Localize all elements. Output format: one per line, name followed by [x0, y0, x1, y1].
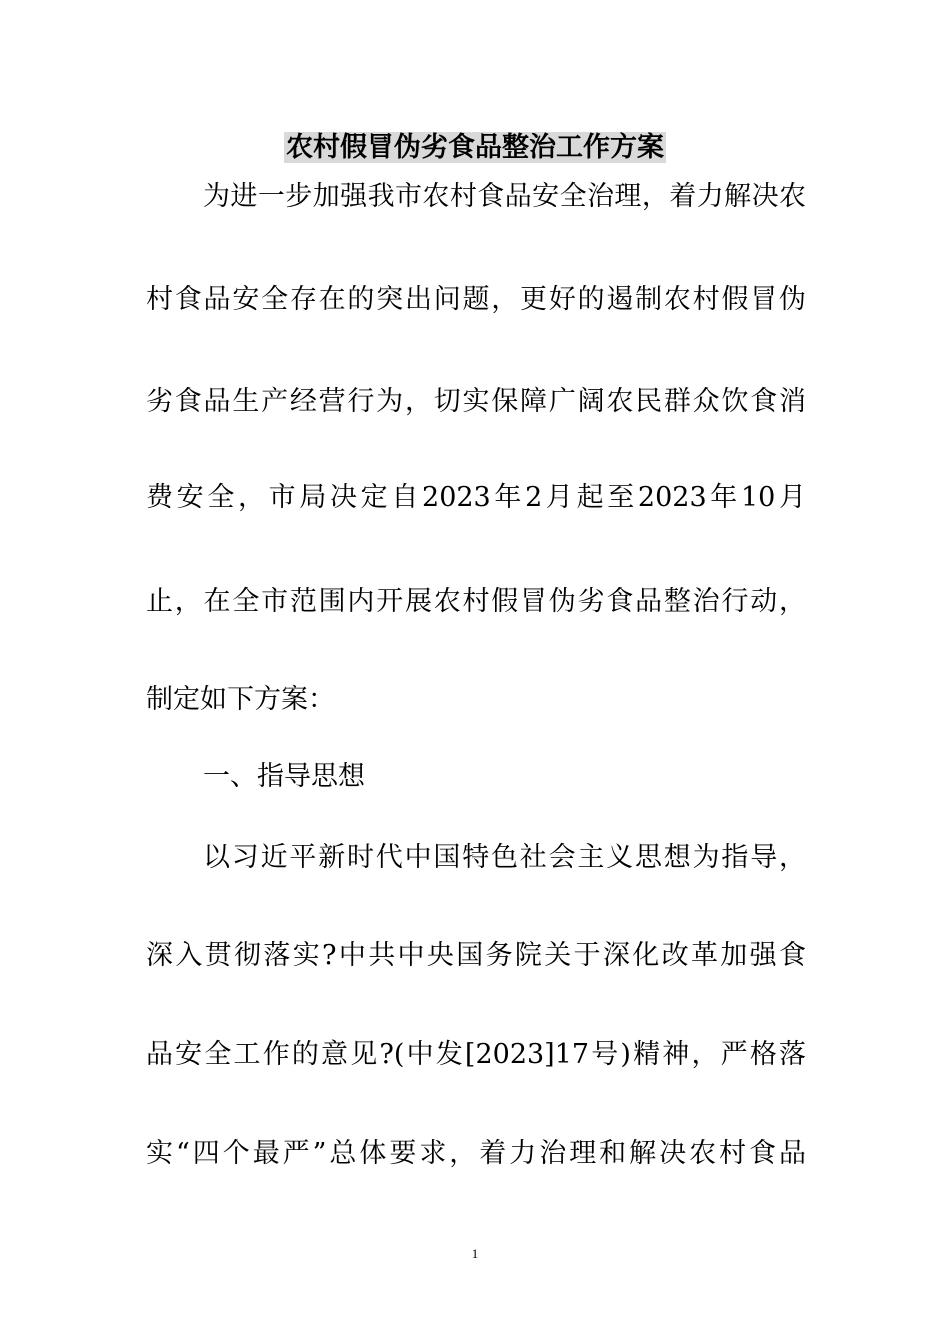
paragraph-line: 为进一步加强我市农村食品安全治理，着力解决农: [203, 181, 806, 212]
section-heading: 一、指导思想: [203, 761, 365, 792]
paragraph-line: 劣食品生产经营行为，切实保障广阔农民群众饮食消: [146, 386, 806, 417]
paragraph-line: 实“四个最严”总体要求，着力治理和解决农村食品: [146, 1138, 806, 1169]
document-title-text: 农村假冒伪劣食品整治工作方案: [286, 132, 664, 163]
paragraph-line: 费安全，市局决定自2023年2月起至2023年10月: [146, 482, 806, 513]
page-number: 1: [471, 1246, 479, 1261]
paragraph-line: 制定如下方案：: [146, 684, 335, 715]
paragraph-line: 品安全工作的意见?(中发[2023]17号)精神，严格落: [146, 1039, 806, 1070]
paragraph-line: 以习近平新时代中国特色社会主义思想为指导，: [203, 842, 806, 873]
document-title: [0, 128, 950, 168]
paragraph-line: 深入贯彻落实?中共中央国务院关于深化改革加强食: [146, 940, 806, 971]
paragraph-line: 止，在全市范围内开展农村假冒伪劣食品整治行动，: [146, 586, 806, 617]
paragraph-line: 村食品安全存在的突出问题，更好的遏制农村假冒伪: [146, 284, 806, 315]
